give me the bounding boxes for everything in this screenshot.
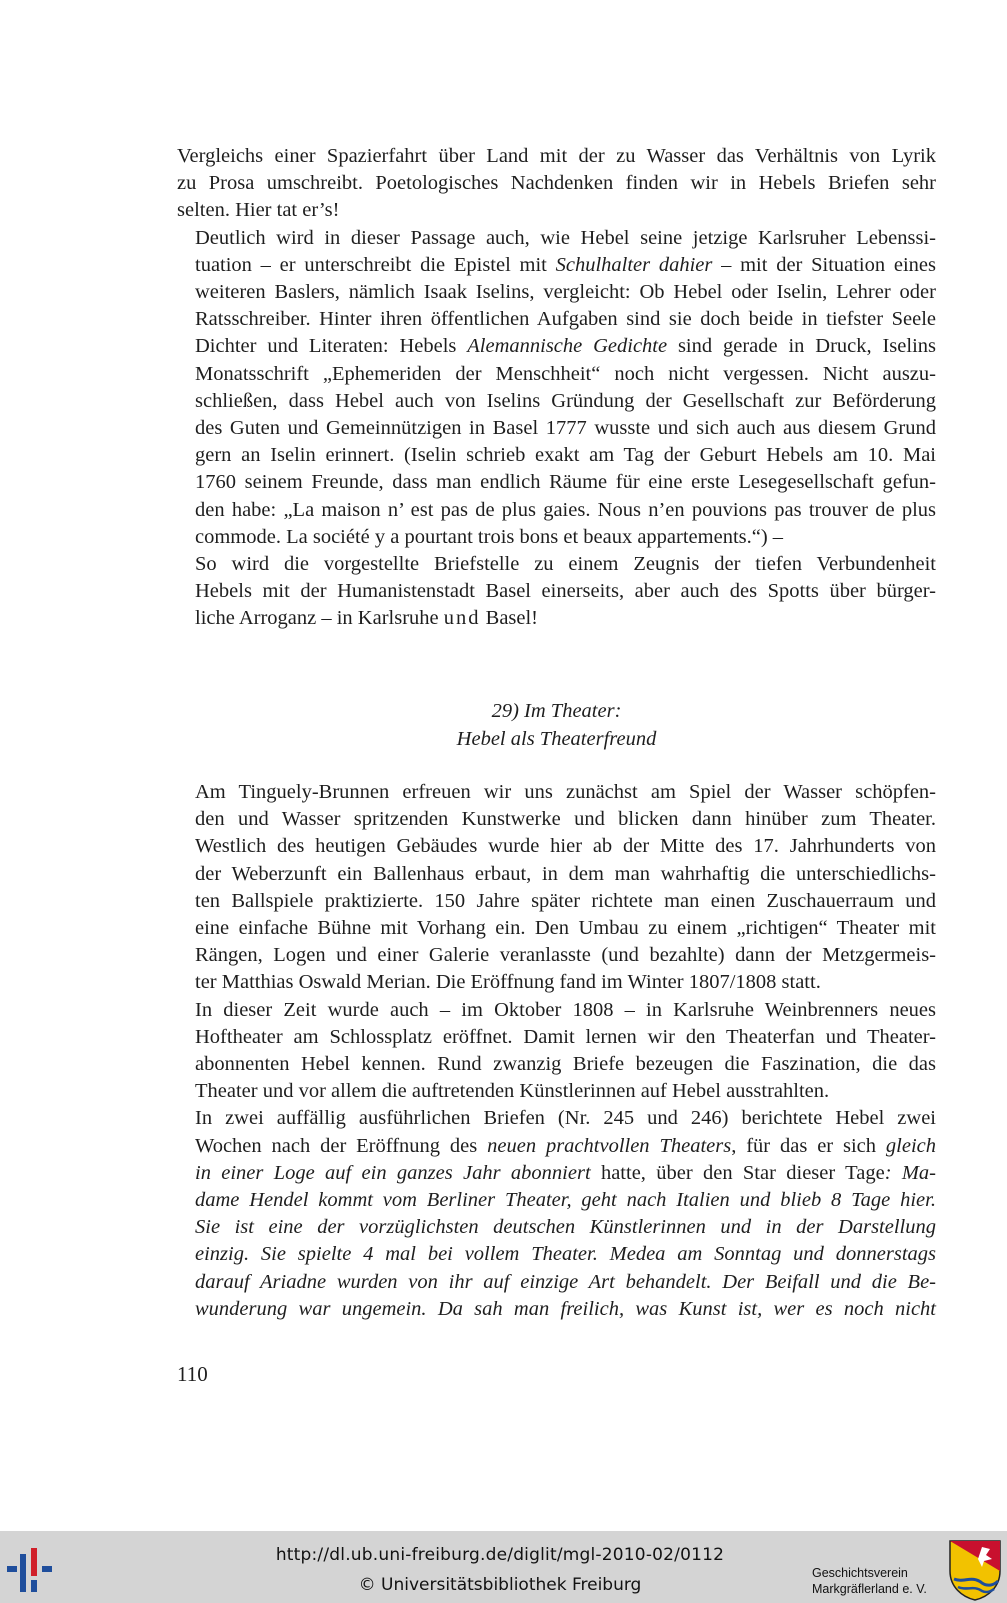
text-line: liche Arroganz – in Karlsruhe und Basel! <box>195 607 539 630</box>
text-line: des Guten und Gemeinnützigen in Basel 1777 wusste und sich auch aus diesem Grund <box>195 417 936 440</box>
paragraph <box>177 779 936 997</box>
text-line: Sie ist eine der vorzüglichsten deutschen Künstlerinnen und in der Darstellung <box>195 1216 936 1239</box>
permalink-url[interactable]: http://dl.ub.uni-freiburg.de/diglit/mgl-2010-02/0112 <box>275 1545 725 1565</box>
text-line: tuation – er unterschreibt die Epistel mit Schulhalter dahier – mit der Situation eines <box>195 253 936 276</box>
text-line: wunderung war ungemein. Da sah man freilich, was Kunst ist, wer es noch nicht <box>195 1297 936 1320</box>
text-line: So wird die vorgestellte Briefstelle zu einem Zeugnis der tiefen Verbundenheit <box>195 553 936 576</box>
copyright-notice: © Universitätsbibliothek Freiburg <box>358 1575 642 1595</box>
text-line: 1760 seinem Freunde, dass man endlich Räume für eine erste Lesegesellschaft gefun- <box>195 471 936 494</box>
text-line: darauf Ariadne wurden von ihr auf einzige Art behandelt. Der Beifall und die Be- <box>195 1270 936 1293</box>
paragraph <box>177 551 936 633</box>
paragraph <box>177 143 936 225</box>
text-line: Theater und vor allem die auftretenden Künstlerinnen auf Hebel ausstrahlten. <box>195 1080 830 1103</box>
text-line: in einer Loge auf ein ganzes Jahr abonniert hatte, über den Star dieser Tage: Ma- <box>195 1161 936 1184</box>
text-line: ter Matthias Oswald Merian. Die Eröffnung fand im Winter 1807/1808 statt. <box>195 971 821 994</box>
section-heading <box>177 697 936 753</box>
paragraph <box>177 997 936 1106</box>
text-line: gern an Iselin erinnert. (Iselin schrieb exakt am Tag der Geburt Hebels am 10. Mai <box>195 444 936 467</box>
section-heading-line2: Hebel als Theaterfreund <box>456 728 657 750</box>
text-line: In dieser Zeit wurde auch – im Oktober 1808 – in Karlsruhe Weinbrenners neues <box>195 998 936 1021</box>
text-line: einzig. Sie spielte 4 mal bei vollem Theater. Medea am Sonntag und donnerstags <box>195 1243 936 1266</box>
text-line: Dichter und Literaten: Hebels Alemannische Gedichte sind gerade in Druck, Iselins <box>195 335 936 358</box>
spaced-emphasis: und <box>443 607 481 630</box>
text-line: Hoftheater am Schlossplatz eröffnet. Damit lernen wir den Theaterfan und Theater- <box>195 1025 936 1048</box>
text-line: weiteren Baslers, nämlich Isaak Iselins, vergleicht: Ob Hebel oder Iselin, Lehrer oder <box>195 281 936 304</box>
text-line: Wochen nach der Eröffnung des neuen prachtvollen Theaters, für das er sich gleich <box>195 1134 936 1157</box>
text-line: schließen, dass Hebel auch von Iselins Gründung der Gesellschaft zur Beförderung <box>195 389 936 412</box>
viewer-footer <box>0 1531 1007 1603</box>
text-line: den und Wasser spritzenden Kunstwerke und blicken dann hinüber zum Theater. <box>195 808 936 831</box>
text-line: Hebels mit der Humanistenstadt Basel einerseits, aber auch des Spotts über bürger- <box>195 580 936 603</box>
text-line: Am Tinguely-Brunnen erfreuen wir uns zunächst am Spiel der Wasser schöpfen- <box>195 781 936 803</box>
page-number: 110 <box>177 1362 208 1386</box>
text-line: Rängen, Logen und einer Galerie veranlasste (und bezahlte) dann der Metzgermeis- <box>195 944 936 967</box>
section-heading-line1: 29) Im Theater: <box>491 700 622 722</box>
society-name <box>812 1565 947 1597</box>
italic-title: Alemannische Gedichte <box>467 335 668 358</box>
society-name-line2: Markgräflerland e. V. <box>812 1582 927 1596</box>
text-line: der Weberzunft ein Ballenhaus erbaut, in dem man wahrhaftig die unterschiedlichs- <box>195 862 936 885</box>
text-line: Vergleichs einer Spazierfahrt über Land mit der zu Wasser das Verhältnis von Lyrik <box>177 145 936 167</box>
text-line: selten. Hier tat er’s! <box>177 199 340 222</box>
text-line: In zwei auffällig ausführlichen Briefen (Nr. 245 und 246) berichtete Hebel zwei <box>195 1107 936 1130</box>
ub-freiburg-logo-icon[interactable] <box>5 1544 65 1594</box>
text-line: Monatsschrift „Ephemeriden der Menschheit“ noch nicht vergessen. Nicht auszu- <box>195 362 936 385</box>
text-block-bottom <box>177 779 936 1323</box>
text-line: abonnenten Hebel kennen. Rund zwanzig Briefe bezeugen die Faszination, die das <box>195 1053 936 1076</box>
text-line: Ratsschreiber. Hinter ihren öffentlichen Aufgaben sind sie doch beide in tiefster Seele <box>195 308 936 331</box>
text-line: dame Hendel kommt vom Berliner Theater, geht nach Italien und blieb 8 Tage hier. <box>195 1189 936 1212</box>
coat-of-arms-icon <box>948 1539 1002 1601</box>
text-line: commode. La société y a pourtant trois bons et beaux appartements.“) – <box>195 525 784 548</box>
text-line: den habe: „La maison n’ est pas de plus gaies. Nous n’en pouvions pas trouver de plus <box>195 498 936 521</box>
text-line: Deutlich wird in dieser Passage auch, wie Hebel seine jetzige Karlsruher Lebenssi- <box>195 226 936 249</box>
text-line: zu Prosa umschreibt. Poetologisches Nachdenken finden wir in Hebels Briefen sehr <box>177 172 936 195</box>
text-line: Westlich des heutigen Gebäudes wurde hier ab der Mitte des 17. Jahrhunderts von <box>195 835 936 858</box>
paragraph <box>177 225 936 551</box>
text-block-top <box>177 143 936 633</box>
society-name-line1: Geschichtsverein <box>812 1566 908 1580</box>
paragraph <box>177 1105 936 1323</box>
text-line: eine einfache Bühne mit Vorhang ein. Den Umbau zu einem „richtigen“ Theater mit <box>195 917 936 940</box>
text-line: ten Ballspiele praktizierte. 150 Jahre später richtete man einen Zuschauerraum und <box>195 889 936 912</box>
italic-title: Schulhalter dahier <box>555 253 713 276</box>
